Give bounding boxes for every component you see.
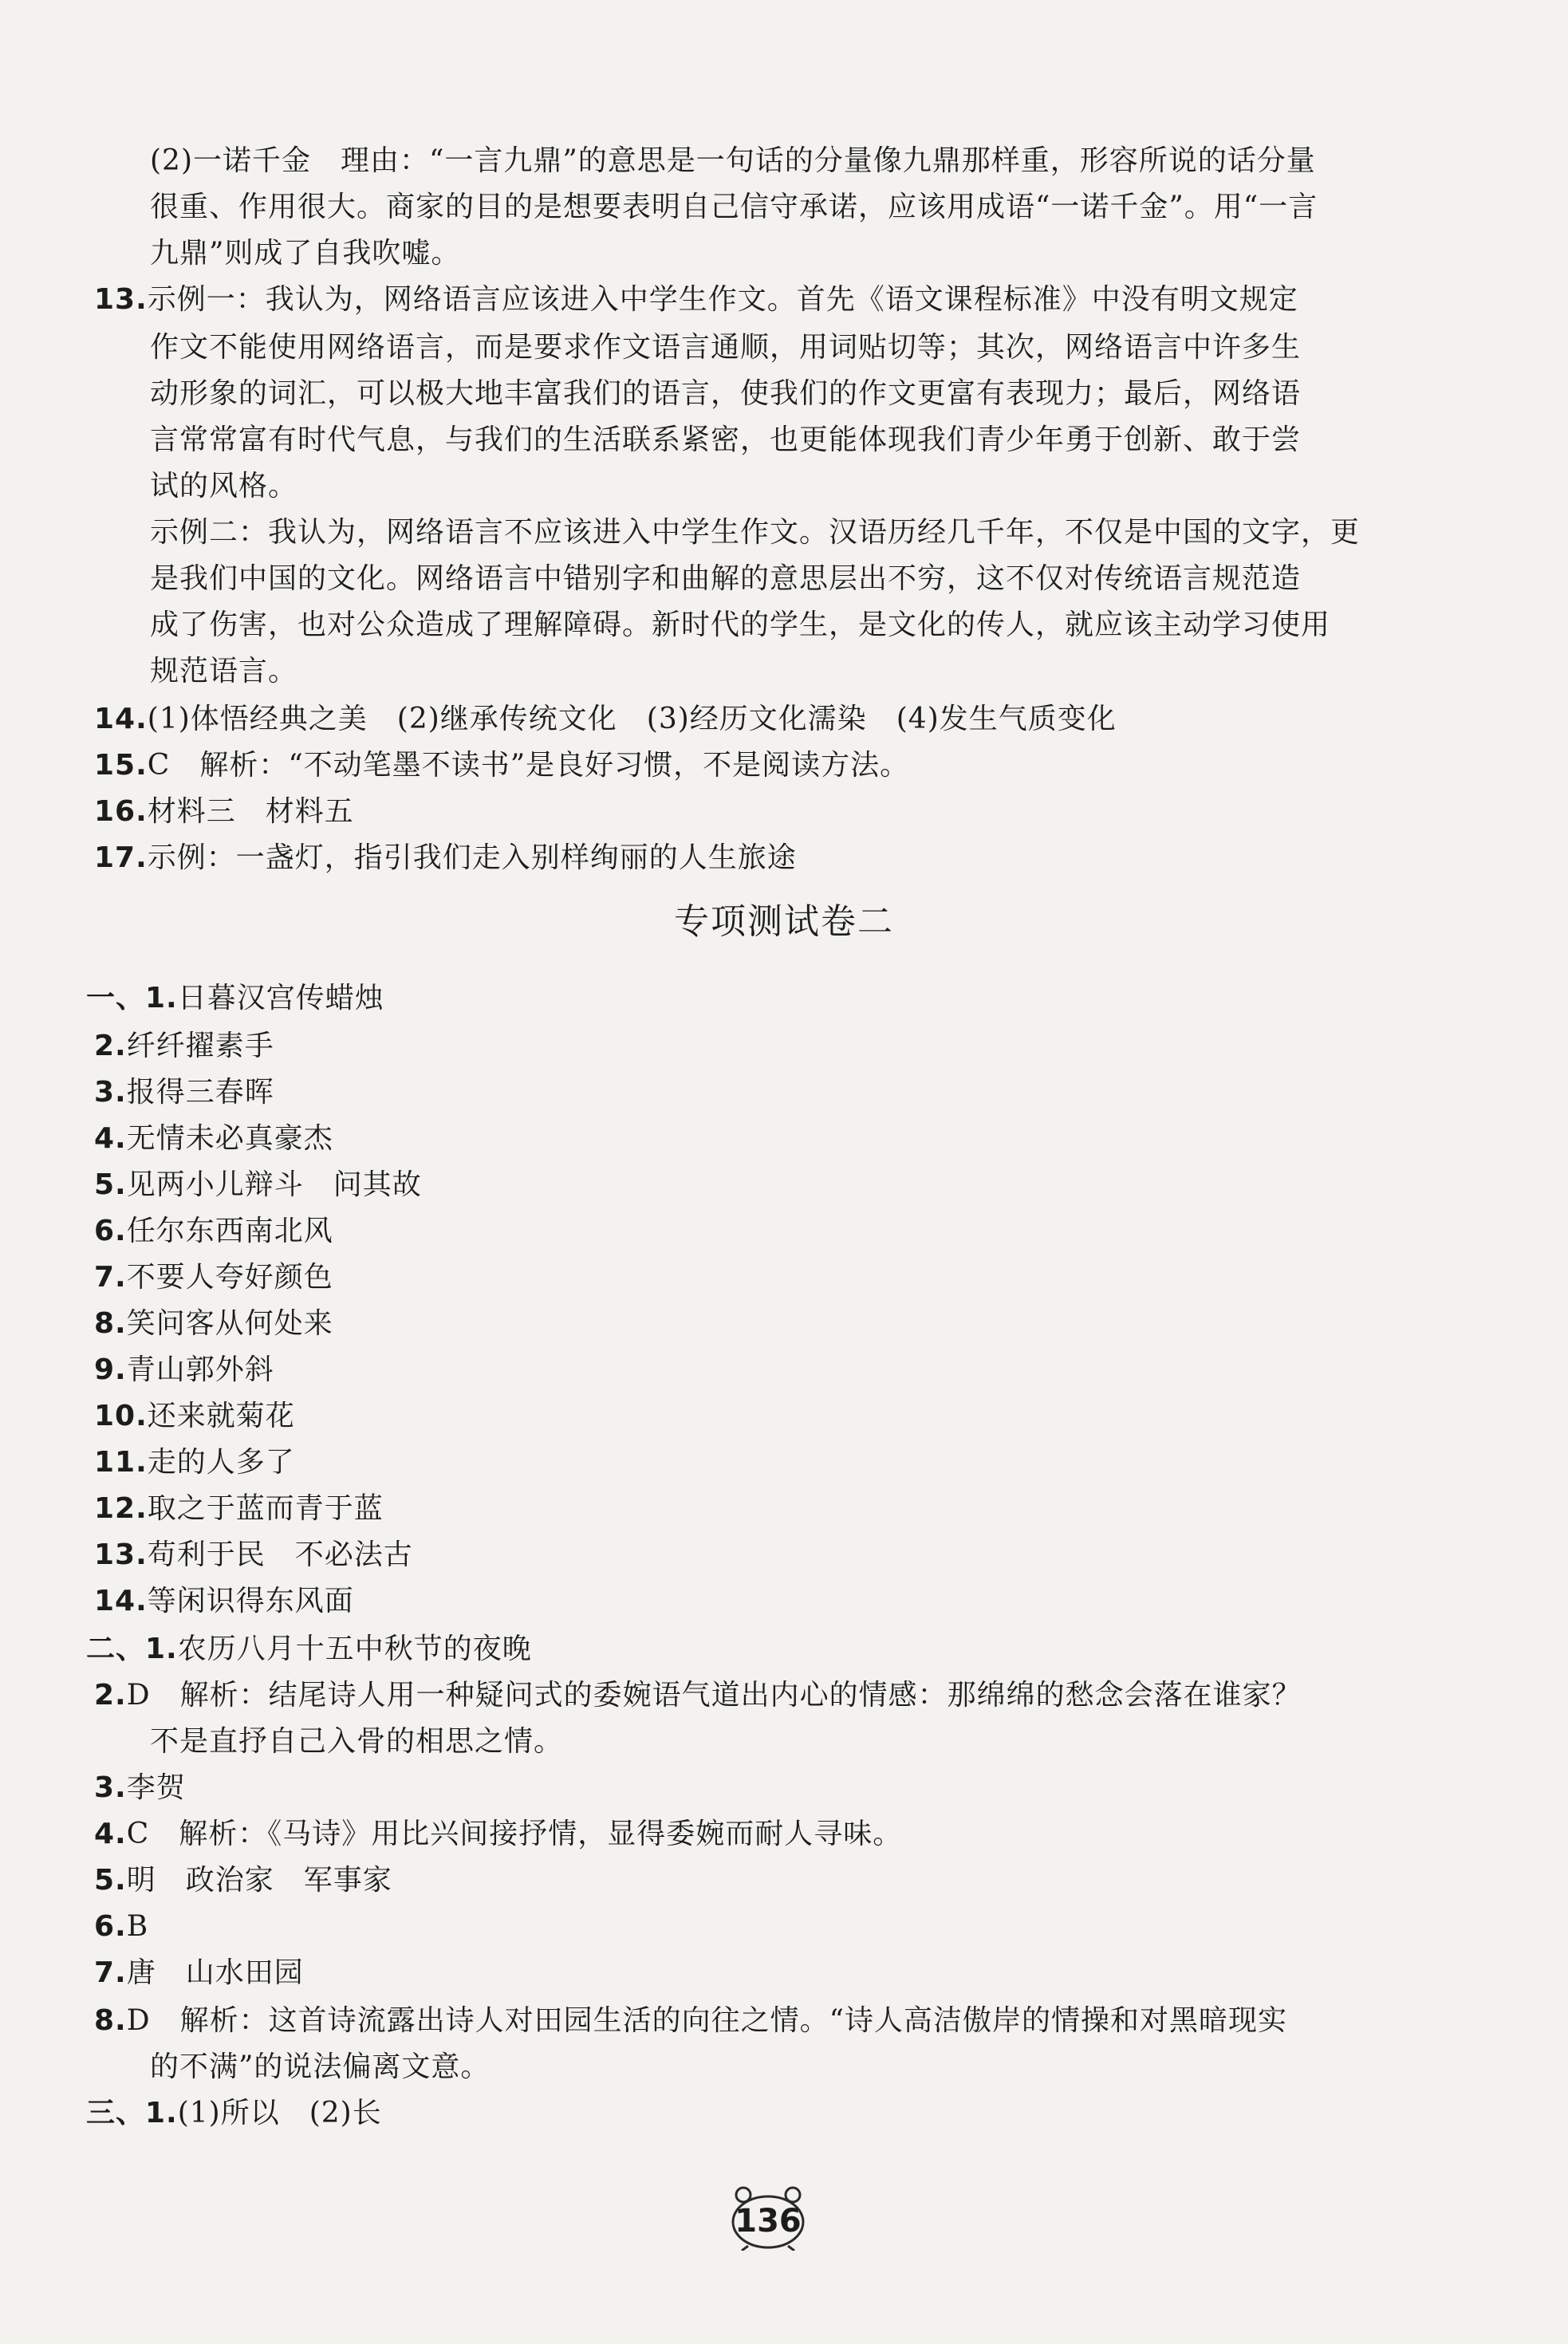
answer-text: (2)一诺千金 理由：“一言九鼎”的意思是一句话的分量像九鼎那样重，形容所说的话分量 [150, 144, 1316, 177]
page-number: 136 [735, 2203, 802, 2240]
answer-line [94, 281, 1298, 319]
question-number: 8. [94, 1307, 127, 1340]
section-title: 专项测试卷二 [674, 901, 894, 942]
answer-line [94, 839, 797, 877]
answer-line [150, 421, 1301, 459]
answer-text: D 解析：这首诗流露出诗人对田园生活的向往之情。“诗人高洁傲岸的情操和对黑暗现实 [126, 2004, 1288, 2037]
answer-line [94, 1908, 148, 1946]
question-number: 三、1. [86, 2097, 178, 2129]
question-number: 4. [94, 1818, 127, 1850]
answer-text: 青山郭外斜 [126, 1353, 274, 1386]
answer-text: 等闲识得东风面 [147, 1585, 354, 1617]
question-number: 12. [94, 1492, 148, 1525]
question-number: 9. [94, 1353, 127, 1386]
answer-line [150, 142, 1316, 180]
question-number: 7. [94, 1956, 127, 1989]
answer-line [150, 329, 1301, 367]
answer-line [150, 652, 297, 691]
question-number: 3. [94, 1076, 127, 1109]
question-number: 2. [94, 1679, 127, 1712]
answer-text: 九鼎”则成了自我吹嘘。 [150, 237, 461, 270]
answer-line [150, 560, 1301, 598]
answer-line [94, 1259, 333, 1297]
question-number: 6. [94, 1215, 127, 1247]
answer-text: 苟利于民 不必法古 [147, 1538, 413, 1571]
answer-line [94, 1676, 1302, 1715]
answer-line [94, 2002, 1287, 2040]
question-number: 14. [94, 1585, 148, 1617]
answer-text: 很重、作用很大。商家的目的是想要表明自己信守承诺，应该用成语“一诺千金”。用“一言 [150, 191, 1318, 223]
answer-text: 言常常富有时代气息，与我们的生活联系紧密，也更能体现我们青少年勇于创新、敢于尝 [150, 423, 1302, 456]
answer-line [150, 514, 1360, 552]
answer-text: 是我们中国的文化。网络语言中错别字和曲解的意思层出不穷，这不仅对传统语言规范造 [150, 562, 1302, 595]
question-number: 二、1. [86, 1633, 178, 1665]
answer-text: 纤纤擢素手 [126, 1030, 274, 1062]
answer-text: 唐 山水田园 [126, 1956, 304, 1989]
answer-text: 日暮汉宫传蜡烛 [177, 982, 384, 1014]
answer-line [94, 1027, 274, 1066]
answer-line [86, 2094, 382, 2133]
question-number: 17. [94, 841, 148, 874]
answer-text: (1)所以 (2)长 [177, 2097, 382, 2129]
answer-line [94, 1074, 274, 1112]
answer-text: 明 政治家 军事家 [126, 1864, 392, 1897]
answer-text: 示例：一盏灯，指引我们走入别样绚丽的人生旅途 [147, 841, 797, 874]
answer-text: 李贺 [126, 1771, 186, 1804]
answer-text: 动形象的词汇，可以极大地丰富我们的语言，使我们的作文更富有表现力；最后，网络语 [150, 377, 1302, 410]
answer-line [94, 1305, 333, 1343]
answer-line [150, 375, 1301, 413]
answer-line [86, 1630, 532, 1668]
answer-text: D 解析：结尾诗人用一种疑问式的委婉语气道出内心的情感：那绵绵的愁念会落在谁家？ [126, 1679, 1302, 1712]
answer-line [150, 606, 1330, 644]
question-number: 11. [94, 1446, 148, 1479]
answer-line [94, 1954, 304, 1992]
question-number: 10. [94, 1400, 148, 1432]
answer-text: 规范语言。 [150, 655, 298, 687]
question-number: 5. [94, 1168, 127, 1201]
question-number: 2. [94, 1030, 127, 1062]
answer-line [94, 793, 354, 831]
answer-line [94, 747, 909, 785]
answer-text: 不要人夸好颜色 [126, 1261, 333, 1294]
answer-line [150, 1723, 563, 1761]
answer-line [94, 1861, 392, 1900]
page-number-badge [724, 2184, 812, 2251]
answer-text: B [126, 1910, 149, 1943]
answer-text: 见两小儿辩斗 问其故 [126, 1168, 422, 1201]
answer-line [94, 1490, 384, 1528]
question-number: 16. [94, 795, 148, 828]
answer-text: 无情未必真豪杰 [126, 1122, 333, 1155]
answer-line [94, 1769, 186, 1807]
question-number: 4. [94, 1122, 127, 1155]
answer-line [94, 1120, 333, 1158]
answer-text: 示例一：我认为，网络语言应该进入中学生作文。首先《语文课程标准》中没有明文规定 [147, 283, 1298, 316]
answer-text: 成了伤害，也对公众造成了理解障碍。新时代的学生，是文化的传人，就应该主动学习使用 [150, 609, 1331, 641]
answer-line [150, 467, 297, 506]
answer-line [94, 1536, 413, 1574]
answer-text: 走的人多了 [147, 1446, 295, 1479]
answer-line [94, 1351, 274, 1389]
question-number: 15. [94, 749, 148, 782]
answer-line [94, 1444, 295, 1482]
answer-text: 材料三 材料五 [147, 795, 354, 828]
answer-line [150, 2048, 490, 2086]
answer-line [94, 1815, 902, 1854]
question-number: 7. [94, 1261, 127, 1294]
question-number: 6. [94, 1910, 127, 1943]
answer-text: C 解析：《马诗》用比兴间接抒情，显得委婉而耐人寻味。 [126, 1818, 903, 1850]
answer-line [94, 1166, 422, 1204]
answer-text: 试的风格。 [150, 470, 298, 502]
answer-text: 不是直抒自己入骨的相思之情。 [150, 1725, 564, 1758]
answer-line [86, 979, 384, 1018]
answer-line [150, 234, 460, 273]
question-number: 14. [94, 703, 148, 735]
answer-text: 的不满”的说法偏离文意。 [150, 2051, 490, 2083]
question-number: 13. [94, 1538, 148, 1571]
answer-line [150, 188, 1318, 227]
answer-text: 取之于蓝而青于蓝 [147, 1492, 384, 1525]
question-number: 13. [94, 283, 148, 316]
answer-text: (1)体悟经典之美 (2)继承传统文化 (3)经历文化濡染 (4)发生气质变化 [147, 703, 1117, 735]
answer-text: 任尔东西南北风 [126, 1215, 333, 1247]
answer-text: C 解析：“不动笔墨不读书”是良好习惯，不是阅读方法。 [147, 749, 910, 782]
answer-line [94, 1397, 295, 1436]
question-number: 5. [94, 1864, 127, 1897]
question-number: 3. [94, 1771, 127, 1804]
answer-line [94, 1212, 333, 1251]
answer-text: 报得三春晖 [126, 1076, 274, 1109]
answer-text: 作文不能使用网络语言，而是要求作文语言通顺，用词贴切等；其次，网络语言中许多生 [150, 331, 1302, 364]
answer-line [94, 700, 1117, 739]
question-number: 一、1. [86, 982, 178, 1014]
answer-text: 农历八月十五中秋节的夜晚 [177, 1633, 532, 1665]
answer-text: 还来就菊花 [147, 1400, 295, 1432]
answer-line [94, 1582, 354, 1621]
question-number: 8. [94, 2004, 127, 2037]
answer-text: 示例二：我认为，网络语言不应该进入中学生作文。汉语历经几千年，不仅是中国的文字，更 [150, 516, 1361, 549]
answer-text: 笑问客从何处来 [126, 1307, 333, 1340]
